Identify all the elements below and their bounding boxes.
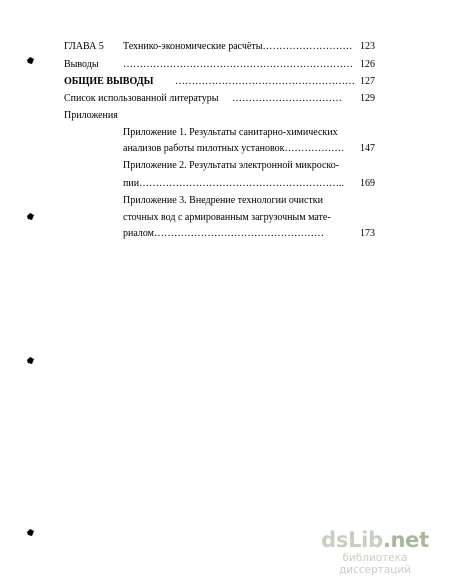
- binding-hole-mark: [27, 213, 34, 220]
- toc-app3-page: 173: [360, 228, 375, 239]
- binding-hole-mark: [27, 357, 34, 364]
- toc-general-page: 127: [360, 76, 375, 87]
- toc-refs-page: 129: [360, 93, 375, 104]
- toc-ch5-title: Технико-экономические расчёты………………………: [123, 41, 353, 52]
- toc-app1-line1: Приложение 1. Результаты санитарно-химических: [123, 127, 338, 138]
- binding-hole-mark: [27, 529, 34, 536]
- toc-ch5-page: 123: [360, 41, 375, 52]
- watermark-subtitle: библиотека диссертаций: [338, 552, 412, 576]
- toc-app3-line3: риалом……………………………………………: [123, 228, 325, 239]
- toc-conclusions-page: 126: [360, 59, 375, 70]
- toc-app2-line2: пии……………………………………………………..: [123, 178, 345, 189]
- toc-app1-line2: анализов работы пилотных установок………………: [123, 143, 345, 154]
- toc-conclusions-label: Выводы: [64, 59, 99, 70]
- watermark-logo-text: dsLib.net: [321, 528, 429, 552]
- toc-app3-line2: сточных вод с армированным загрузочным мате-: [123, 212, 331, 223]
- toc-general-label: ОБЩИЕ ВЫВОДЫ: [64, 76, 154, 87]
- toc-app3-line1: Приложение 3. Внедрение технологии очистки: [123, 195, 323, 206]
- toc-refs-dots: ……………………………: [232, 93, 342, 104]
- toc-refs-label: Список использованной литературы: [64, 93, 219, 104]
- binding-hole-mark: [27, 57, 34, 64]
- toc-appendices-label: Приложения: [64, 110, 118, 121]
- toc-app1-page: 147: [360, 143, 375, 154]
- toc-general-dots: ………………………………………………: [175, 76, 355, 87]
- toc-app2-line1: Приложение 2. Результаты электронной микроско-: [123, 160, 340, 171]
- toc-ch5-label: ГЛАВА 5: [64, 41, 104, 52]
- watermark-logo: [310, 528, 440, 576]
- toc-app2-page: 169: [360, 178, 375, 189]
- toc-conclusions-dots: ……………………………………………………………: [123, 59, 353, 70]
